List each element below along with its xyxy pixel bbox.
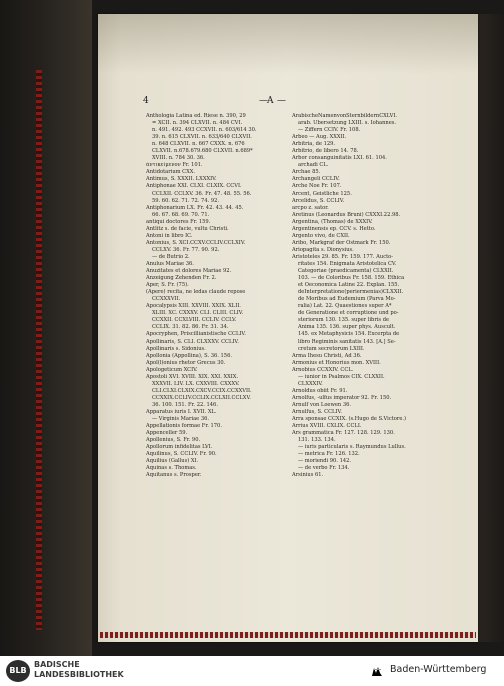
index-entry: Antonius, S. XCI.CCXV.CCLIV.CCLXIV. — [146, 239, 246, 246]
index-entry: Apollenius, S. Fr. 90. — [146, 437, 201, 444]
index-entry: Archae 85. — [292, 169, 321, 176]
index-entry: Aquilinus, S. CCLIV. Fr. 90. — [146, 451, 217, 458]
index-entry: Arma Ihesu Christi, Ad 36. — [292, 352, 362, 359]
index-entry: Arnolfus, -ulfus imperator 92. Fr. 150. — [292, 394, 392, 401]
index-entry: Antlitz s. de facie, vultu Christi. — [146, 225, 229, 232]
index-entry: Apocryphen, Priscillianistische CCLIV. — [146, 331, 246, 338]
index-entry: n. 648 CLXVII. n. 667 CXXX. n. 676 — [152, 141, 245, 148]
index-entry: CCLIX. 31. 82. 86. Fr. 31. 34. — [152, 324, 229, 331]
header-dash-left: — — [259, 96, 268, 106]
page-edge-marker — [36, 70, 42, 630]
index-entry: Apollinaris, S. CLI. CLXXXV. CCLIV. — [146, 338, 239, 345]
index-column-right — [292, 113, 429, 479]
index-entry: Arnulf von Loewen 36. — [292, 401, 352, 408]
index-entry: Anulus Mariae 36. — [146, 260, 194, 267]
index-entry: Antoni in libro IC. — [146, 232, 193, 239]
index-entry: Arbitria, de 129. — [292, 141, 336, 148]
index-entry: CCXXIX.CCLIV.CCLIX.CCLXII.CCLXV. — [152, 394, 251, 401]
index-entry: Aquinas s. Thomas. — [146, 465, 197, 472]
index-entry: Apostoli XVI. XVIII. XIX. XXI. XXIX. — [146, 373, 239, 380]
index-entry: CCXXXVII. — [152, 296, 181, 303]
index-entry: = XCII. n. 394 CLXVII. n. 484 CVI. — [152, 120, 243, 127]
baden-wuerttemberg-label[interactable]: Baden-Württemberg — [390, 664, 487, 675]
index-entry: Arnobius CCXXIV. CCL. — [292, 366, 354, 373]
index-entry: Aristoteles 29. 85. Fr. 159. 177. Aucto- — [292, 253, 393, 260]
index-entry: Arcent, Geistliche 125. — [292, 190, 352, 197]
page-header — [143, 96, 421, 108]
index-entry: Apparatus iuris I. XVII. XL. — [146, 408, 217, 415]
index-entry: — moriendi 90. 142. — [298, 458, 352, 465]
index-entry: Apollonia (Appollina), S. 36. 156. — [146, 352, 232, 359]
section-letter: A — [267, 96, 274, 106]
index-entry: Apollorum infidelitas LVI. — [146, 444, 213, 451]
index-entry: Arra sponsae CCXIX. (s.Hugo de S.Victore.) — [292, 416, 406, 423]
index-entry: Ariopagita s. Dionysius. — [292, 246, 354, 253]
index-entry: (Apere) recita, ne ledas claude repose — [146, 289, 246, 296]
index-entry: 36. 100. 151. Fr. 22. 146. — [152, 401, 218, 408]
index-entry: 66. 67. 68. 69. 70. 71. — [152, 211, 210, 218]
index-entry: Arbitrio, de libero 14. 78. — [292, 148, 359, 155]
blb-logo[interactable]: BLB — [6, 660, 30, 682]
index-entry: 131. 133. 134. — [298, 437, 336, 444]
index-entry: 39. n. 615 CLXVII. n. 633/640 CLXVII. — [152, 134, 252, 141]
index-entry: CLXXXIV. — [298, 380, 323, 387]
blb-name-line1: BADISCHE — [34, 660, 80, 669]
index-entry: Argentina, (Thomas) de XXXIV. — [292, 218, 373, 225]
index-entry: Arbor consanguinitatis LXI. 61. 104. — [292, 155, 387, 162]
index-entry: ritates 154. Enigmata Aristotelica CV. — [298, 260, 397, 267]
header-dash-right: — — [277, 96, 286, 106]
index-entry: Arbeo — Aug. XXXII. — [292, 134, 347, 141]
index-entry: de Moribus ad Eudemium (Parva Mo- — [298, 296, 396, 303]
index-entry: Aquitanus s. Prosper. — [146, 472, 202, 479]
index-entry: — Virginis Mariae 36. — [152, 416, 210, 423]
index-entry: Appellationis formae Fr. 170. — [146, 423, 222, 430]
blb-name-line2: LANDESBIBLIOTHEK — [34, 670, 124, 679]
index-entry: 59. 60. 62. 71. 72. 74. 92. — [152, 197, 220, 204]
index-entry: CCLXV. 36. Fr. 77. 90. 92. — [152, 246, 220, 253]
index-entry: — de Butrio 2. — [152, 253, 190, 260]
index-entry: Arsinius 61. — [292, 472, 324, 479]
index-entry: et Oeconomica Latine 22. Explan. 155. — [298, 282, 400, 289]
index-entry: arcpo z. sator. — [292, 204, 329, 211]
index-entry: Antimus, S. XXXII. LXXXIV. — [146, 176, 217, 183]
index-entry: Antiphonarium LX. Fr. 42. 43. 44. 45. — [146, 204, 244, 211]
index-entry: XLIII. XC. CXXXV. CLI. CLIII. CLIV. — [152, 310, 244, 317]
index-entry: cretum secretorum LXIII. — [298, 345, 365, 352]
index-entry: — Ziffern CCIV. Fr. 108. — [298, 127, 361, 134]
index-entry: CLI.CLXI.CLXIX.CXCV.CCIX.CCXXVII. — [152, 387, 252, 394]
index-entry: Armonius et Honorius mon. XVIII. — [292, 359, 381, 366]
page-top-shading — [98, 14, 478, 74]
index-entry: Arnulfus, S. CCLIV. — [292, 408, 342, 415]
index-entry: steriorum 130. 135. super libris de — [298, 317, 390, 324]
index-entry: — metrica Fr. 126. 132. — [298, 451, 360, 458]
index-entry: Anima 135. 136. super phys. Auscult. — [298, 324, 396, 331]
index-entry: — iuris particularis s. Raymundus Lullus. — [298, 444, 406, 451]
page-number: 4 — [143, 96, 149, 106]
index-entry: Categoriae (praedicamenta) CLXXII. — [298, 268, 394, 275]
index-entry: Arcelidus, S. CCLIV. — [292, 197, 345, 204]
index-entry: Appenceller 59. — [146, 430, 188, 437]
index-entry: ArabischeNamenvonSternbildernCXLVI. — [292, 113, 397, 119]
index-entry: — de verbo Fr. 134. — [298, 465, 350, 472]
index-entry: Argentinensis ep. CCV. s. Hetto. — [292, 225, 376, 232]
index-entry: XXXVII. LIV. LX. CXXVIII. CXXXV. — [152, 380, 240, 387]
index-entry: Aper, S. Fr. (75). — [146, 282, 189, 289]
index-entry: Antiphonae XXI. CLXI. CLXIX. CCVI. — [146, 183, 242, 190]
index-entry: Aribo, Markgraf der Ostmark Fr. 150. — [292, 239, 391, 246]
index-entry: libro Regiminis sanitatis 143. [A.] Se- — [298, 338, 396, 345]
baden-wuerttemberg-icon — [370, 664, 384, 678]
index-entry: arab. Übersetzung LXIII. s. Iohannes. — [298, 120, 397, 127]
index-column-left — [146, 113, 283, 479]
index-entry: Arnoldus obiit Fr. 91. — [292, 387, 348, 394]
index-entry: Arche Noe Fr. 107. — [292, 183, 342, 190]
page-bottom-border — [100, 632, 476, 638]
index-entry: Apol(l)onius rhetor Grecus 30. — [146, 359, 226, 366]
index-entry: Anthologia Latina ed. Riese n. 390, 29 — [146, 113, 246, 119]
index-entry: CCLXII. CCLXV. 36. Fr. 47. 48. 55. 56. — [152, 190, 252, 197]
index-entry: deInterpretatione(periermenias)CLXXII. — [298, 289, 404, 296]
index-entry: Aquilius (Gallus) XI. — [146, 458, 199, 465]
index-entry: Apologeticum XCIV. — [146, 366, 198, 373]
index-entry: Arrius XVIII. CXLIX. CCLI. — [292, 423, 362, 430]
index-entry: n. 491. 492. 493 CCXVII. n. 603/614 30. — [152, 127, 257, 134]
index-entry: ἀντικείμενον Fr. 101. — [146, 162, 203, 169]
index-entry: Anzeigung Zehenden Fr. 2. — [146, 275, 217, 282]
index-entry: de Generatione et corruptione und po- — [298, 310, 399, 317]
index-entry: — iunior in Psalmos CIX. CLXXII. — [298, 373, 385, 380]
index-entry: Apocalypsis XIII. XXVIII. XXIX. XLII. — [146, 303, 241, 310]
index-entry: Apollinaris s. Sidonius. — [146, 345, 206, 352]
blb-library-name[interactable] — [34, 660, 124, 680]
index-entry: archadi CL. — [298, 162, 329, 169]
index-entry: Aretinus (Leonardus Bruni) CXXXI.22.98. — [292, 211, 401, 218]
index-entry: Ars grammatica Fr. 127. 128. 129. 130. — [292, 430, 395, 437]
index-entry: ralia) Lat. 22. Quaestiones super A* — [298, 303, 392, 310]
index-entry: 145. ex Metaphysicis 154. Excerpta de — [298, 331, 400, 338]
index-entry: 103. — de Coloribus Fr. 158. 159. Ethica — [298, 275, 405, 282]
book-spine-shadow — [0, 0, 92, 656]
index-entry: XVIII. n. 784 30. 36. — [152, 155, 205, 162]
index-entry: Antidotarium CXX. — [146, 169, 196, 176]
index-entry: Anuzitates et dolores Mariae 92. — [146, 268, 232, 275]
index-entry: antiqui doctores Fr. 159. — [146, 218, 211, 225]
page-right-edge-shadow — [478, 14, 504, 642]
index-entry: CLXVII. n.678.679.680 CLXVII. n.689* — [152, 148, 253, 155]
index-entry: CCXXII. CCXLVIII. CCLIV. CCLV. — [152, 317, 237, 324]
index-entry: Argento vivo, de CXII. — [292, 232, 350, 239]
index-entry: Archangeli CCLIV. — [292, 176, 340, 183]
